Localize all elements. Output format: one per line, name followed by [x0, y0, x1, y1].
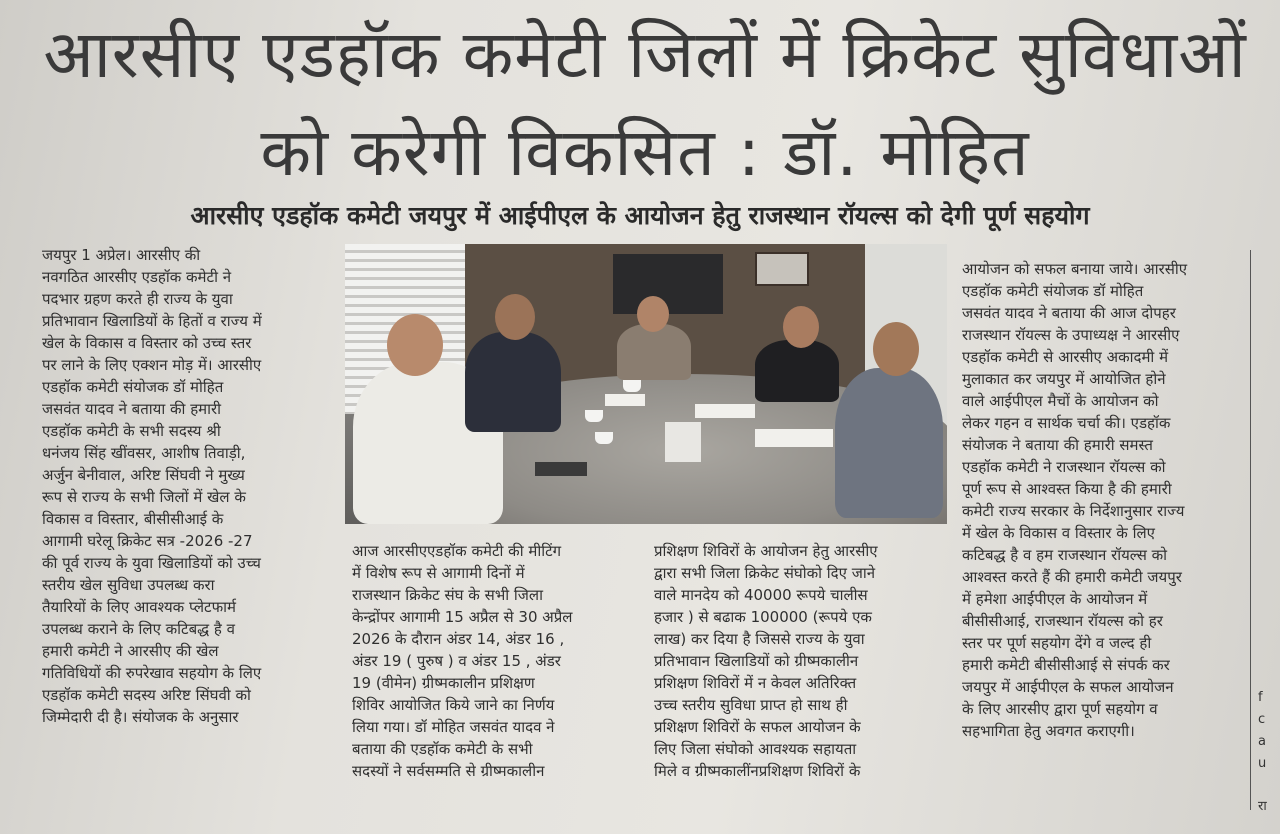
text-line: हमारी कमेटी ने आरसीए की खेल — [42, 642, 219, 660]
text-line: खेल के विकास व विस्तार को उच्च स्तर — [42, 334, 252, 352]
text-line: सदस्यों ने सर्वसम्मति से ग्रीष्मकालीन — [352, 762, 545, 780]
text-line: लिए जिला संघोको आवश्यक सहायता — [654, 740, 857, 758]
article-column-4 — [962, 258, 1252, 742]
document — [695, 404, 755, 418]
text-line: उपलब्ध कराने के लिए कटिबद्ध है व — [42, 620, 236, 638]
text-line: प्रतिभावान खिलाडियों के हितों व राज्य में — [42, 312, 262, 330]
text-line: मिले व ग्रीष्मकालींनप्रशिक्षण शिविरों के — [654, 762, 861, 780]
article-column-3 — [654, 540, 940, 782]
text-line: वाले मानदेय को 40000 रूपये चालीस — [654, 586, 868, 604]
text-line: राजस्थान क्रिकेट संघ के सभी जिला — [352, 586, 543, 604]
text-line: वाले आईपीएल मैचों के आयोजन को — [962, 392, 1159, 410]
text-line: प्रतिभावान खिलाडियों को ग्रीष्मकालीन — [654, 652, 859, 670]
cup — [623, 380, 641, 392]
text-line: में विशेष रूप से आगामी दिनों में — [352, 564, 525, 582]
text-line: धनंजय सिंह खींवसर, आशीष तिवाड़ी, — [42, 444, 246, 462]
text-line: बताया की एडहॉक कमेटी के सभी — [352, 740, 533, 758]
text-line: सहभागिता हेतु अवगत कराएगी। — [962, 722, 1135, 740]
text-line: स्तर पर पूर्ण सहयोग देंगे व जल्द ही — [962, 634, 1152, 652]
text-line: कमेटी राज्य सरकार के निर्देशानुसार राज्य — [962, 502, 1185, 520]
text-line: विकास व विस्तार, बीसीसीआई के — [42, 510, 224, 528]
text-line: द्वारा सभी जिला क्रिकेट संघोको दिए जाने — [654, 564, 876, 582]
subheadline: आरसीए एडहॉक कमेटी जयपुर में आईपीएल के आयोजन हेतु राजस्थान रॉयल्स को देगी पूर्ण सहयोग — [190, 201, 1090, 230]
text-line: जिम्मेदारी दी है। संयोजक के अनुसार — [42, 708, 239, 726]
person-grey-shirt — [617, 324, 691, 380]
text-line: एडहॉक कमेटी संयोजक डॉ मोहित — [42, 378, 224, 396]
text-line: केन्द्रोंपर आगामी 15 अप्रैल से 30 अप्रैल — [352, 608, 573, 626]
document — [755, 429, 833, 447]
person-dark-suit — [465, 332, 561, 432]
text-line: पूर्ण रूप से आश्वस्त किया है की हमारी — [962, 480, 1172, 498]
text-line: में हमेशा आईपीएल के आयोजन में — [962, 590, 1148, 608]
text-line: 2026 के दौरान अंडर 14, अंडर 16 , — [352, 630, 565, 648]
text-line: लाख) कर दिया है जिससे राज्य के युवा — [654, 630, 865, 648]
text-line: आगामी घरेलू क्रिकेट सत्र -2026 -27 — [42, 532, 253, 550]
article-column-1 — [42, 244, 332, 728]
person-head — [637, 296, 669, 332]
person-head — [873, 322, 919, 376]
text-line: आयोजन को सफल बनाया जाये। आरसीए — [962, 260, 1188, 278]
cup — [595, 432, 613, 444]
adjacent-article-fragment: a — [1258, 734, 1266, 749]
text-line: जसवंत यादव ने बताया की हमारी — [42, 400, 222, 418]
article-column-2 — [352, 540, 634, 782]
text-line: आश्वस्त करते हैं की हमारी कमेटी जयपुर — [962, 568, 1182, 586]
column-divider — [1250, 250, 1251, 810]
text-line: पदभार ग्रहण करते ही राज्य के युवा — [42, 290, 233, 308]
text-line: लेकर गहन व सार्थक चर्चा की। एडहॉक — [962, 414, 1171, 432]
text-line: तैयारियों के लिए आवश्यक प्लेटफार्म — [42, 598, 236, 616]
text-line: जयपुर 1 अप्रेल। आरसीए की — [42, 246, 201, 264]
text-line: एडहॉक कमेटी से आरसीए अकादमी में — [962, 348, 1169, 366]
text-line: जयपुर में आईपीएल के सफल आयोजन — [962, 678, 1174, 696]
text-line: बीसीसीआई, राजस्थान रॉयल्स को हर — [962, 612, 1163, 630]
wall-frame — [755, 252, 809, 286]
text-line: हमारी कमेटी बीसीसीआई से संपर्क कर — [962, 656, 1170, 674]
text-line: एडहॉक कमेटी ने राजस्थान रॉयल्स को — [962, 458, 1166, 476]
person-head — [495, 294, 535, 340]
text-line: प्रशिक्षण शिविरों के सफल आयोजन के — [654, 718, 861, 736]
text-line: एडहॉक कमेटी संयोजक डॉ मोहित — [962, 282, 1144, 300]
text-line: प्रशिक्षण शिविरों में न केवल अतिरिक्त — [654, 674, 857, 692]
headline-line-1: आरसीए एडहॉक कमेटी जिलों में क्रिकेट सुविधाओं — [43, 16, 1247, 93]
wall-screen — [613, 254, 723, 314]
text-line: उच्च स्तरीय सुविधा प्राप्त हो साथ ही — [654, 696, 848, 714]
text-line: आज आरसीएएडहॉक कमेटी की मीटिंग — [352, 542, 562, 560]
text-line: के लिए आरसीए द्वारा पूर्ण सहयोग व — [962, 700, 1158, 718]
text-line: नवगठित आरसीए एडहॉक कमेटी ने — [42, 268, 232, 286]
meeting-photo — [345, 244, 947, 524]
text-line: एडहॉक कमेटी सदस्य अरिष्ट सिंघवी को — [42, 686, 251, 704]
text-line: कटिबद्ध है व हम राजस्थान रॉयल्स को — [962, 546, 1168, 564]
text-line: जसवंत यादव ने बताया की आज दोपहर — [962, 304, 1176, 322]
document — [605, 394, 645, 406]
phone — [535, 462, 587, 476]
person-head — [783, 306, 819, 348]
text-line: रूप से राज्य के सभी जिलों में खेल के — [42, 488, 246, 506]
text-line: एडहॉक कमेटी के सभी सदस्य श्री — [42, 422, 221, 440]
headline-line-2: को करेगी विकसित : डॉ. मोहित — [260, 114, 1030, 191]
text-line: गतिविधियों की रुपरेखाव सहयोग के लिए — [42, 664, 262, 682]
person-black-shirt — [755, 340, 839, 402]
person-head — [387, 314, 443, 376]
text-line: राजस्थान रॉयल्स के उपाध्यक्ष ने आरसीए — [962, 326, 1180, 344]
text-line: में खेल के विकास व विस्तार के लिए — [962, 524, 1155, 542]
adjacent-article-fragment: u — [1258, 756, 1267, 771]
text-line: 19 (वीमेन) ग्रीष्मकालीन प्रशिक्षण — [352, 674, 535, 692]
adjacent-article-fragment: रा — [1258, 799, 1267, 814]
text-line: स्तरीय खेल सुविधा उपलब्ध करा — [42, 576, 215, 594]
text-line: अंडर 19 ( पुरुष ) व अंडर 15 , अंडर — [352, 652, 561, 670]
text-line: शिविर आयोजित किये जाने का निर्णय — [352, 696, 555, 714]
adjacent-article-fragment: f — [1258, 690, 1263, 705]
adjacent-article-fragment: c — [1258, 712, 1266, 727]
person-checked-shirt — [835, 368, 943, 518]
text-line: लिया गया। डॉ मोहित जसवंत यादव ने — [352, 718, 555, 736]
cup — [585, 410, 603, 422]
text-line: अर्जुन बेनीवाल, अरिष्ट सिंघवी ने मुख्य — [42, 466, 245, 484]
text-line: मुलाकात कर जयपुर में आयोजित होने — [962, 370, 1166, 388]
tissue-box — [665, 422, 701, 462]
text-line: प्रशिक्षण शिविरों के आयोजन हेतु आरसीए — [654, 542, 878, 560]
text-line: संयोजक ने बताया की हमारी समस्त — [962, 436, 1153, 454]
text-line: हजार ) से बढाक 100000 (रूपये एक — [654, 608, 872, 626]
text-line: पर लाने के लिए एक्शन मोड़ में। आरसीए — [42, 356, 262, 374]
text-line: की पूर्व राज्य के युवा खिलाडियों को उच्च — [42, 554, 261, 572]
